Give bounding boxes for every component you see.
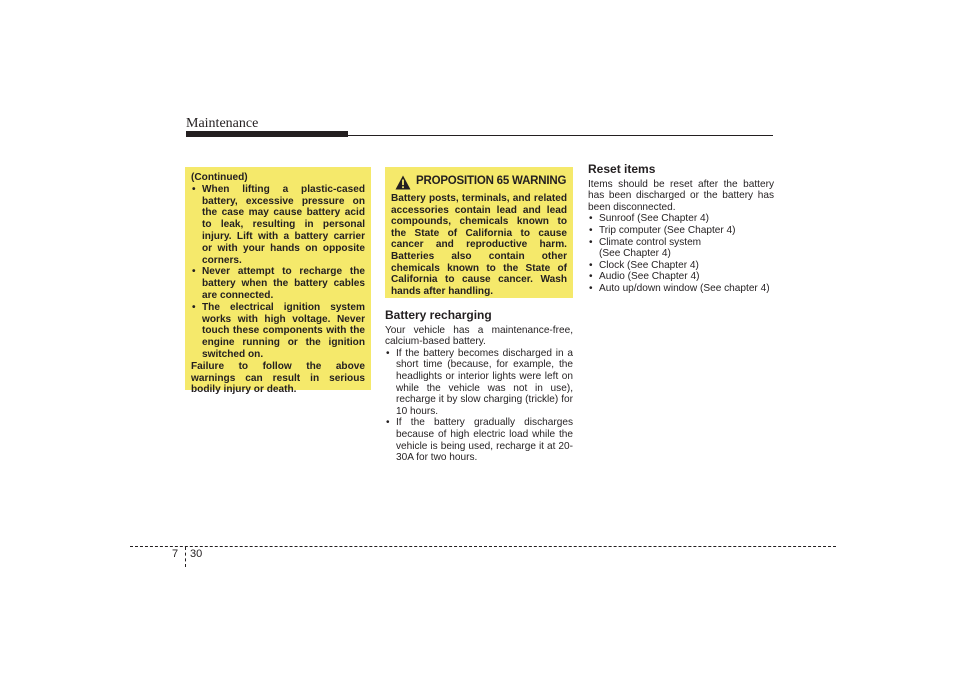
chapter-number: 7 [172, 548, 179, 560]
warning-list [191, 184, 365, 361]
warning-triangle-icon [395, 175, 411, 190]
header-rule-thick [186, 131, 348, 137]
list-item: • Sunroof (See Chapter 4) [589, 213, 709, 225]
reset-items-intro: Items should be reset after the battery has been discharged or the battery has been disconnected. [588, 178, 774, 213]
list-item: • If the battery becomes discharged in a short time (because, for example, the headlights or interior lights were left on while the vehicle was not in use), recharge it by slow charging (trickle) for 10 hours. [386, 347, 573, 417]
header-rule-thin [348, 135, 773, 136]
battery-warning-box [185, 167, 371, 396]
battery-recharging-section [385, 310, 573, 464]
page-number: 30 [190, 548, 203, 560]
footer-divider [185, 547, 186, 567]
list-item: • Clock (See Chapter 4) [589, 259, 699, 271]
proposition-title: PROPOSITION 65 WARNING [416, 175, 567, 188]
list-item: • Auto up/down window (See chapter 4) [589, 282, 770, 294]
list-item: • Climate control system (See Chapter 4) [589, 236, 702, 260]
proposition-65-box [385, 167, 573, 298]
proposition-body: Battery posts, terminals, and related accessories contain lead and lead compounds, chemicals known to the State of California to cause cancer and reproductive harm. Batteries also contain other chemicals known to the State of California to cause cancer. Wash hands after handling. [391, 193, 567, 297]
recharging-list [385, 348, 573, 464]
list-item: • Audio (See Chapter 4) [589, 271, 700, 283]
reset-list [588, 213, 774, 294]
warning-item: • When lifting a plastic-cased battery, excessive pressure on the case may cause battery acid to leak, resulting in personal injury. Lift with a battery carrier or with your hands on opposite corners. [192, 183, 365, 266]
battery-recharging-intro: Your vehicle has a maintenance-free, calcium-based battery. [385, 324, 573, 348]
footer-rule [130, 546, 836, 547]
warning-item: • Never attempt to recharge the battery when the battery cables are connected. [192, 266, 365, 301]
proposition-header [395, 173, 567, 191]
reset-items-section [588, 164, 774, 295]
warning-closing: Failure to follow the above warnings can result in serious bodily injury or death. [191, 360, 365, 396]
list-item: • Trip computer (See Chapter 4) [589, 224, 736, 236]
warning-continued: (Continued) [191, 172, 248, 183]
warning-item: • The electrical ignition system works with high voltage. Never touch these components with the engine running or the ignition switched on. [192, 301, 365, 360]
list-item: • If the battery gradually discharges because of high electric load while the vehicle is being used, recharge it at 20-30A for two hours. [386, 417, 573, 464]
battery-recharging-heading: Battery recharging [385, 308, 492, 322]
reset-items-heading: Reset items [588, 162, 656, 176]
section-title: Maintenance [186, 116, 259, 131]
